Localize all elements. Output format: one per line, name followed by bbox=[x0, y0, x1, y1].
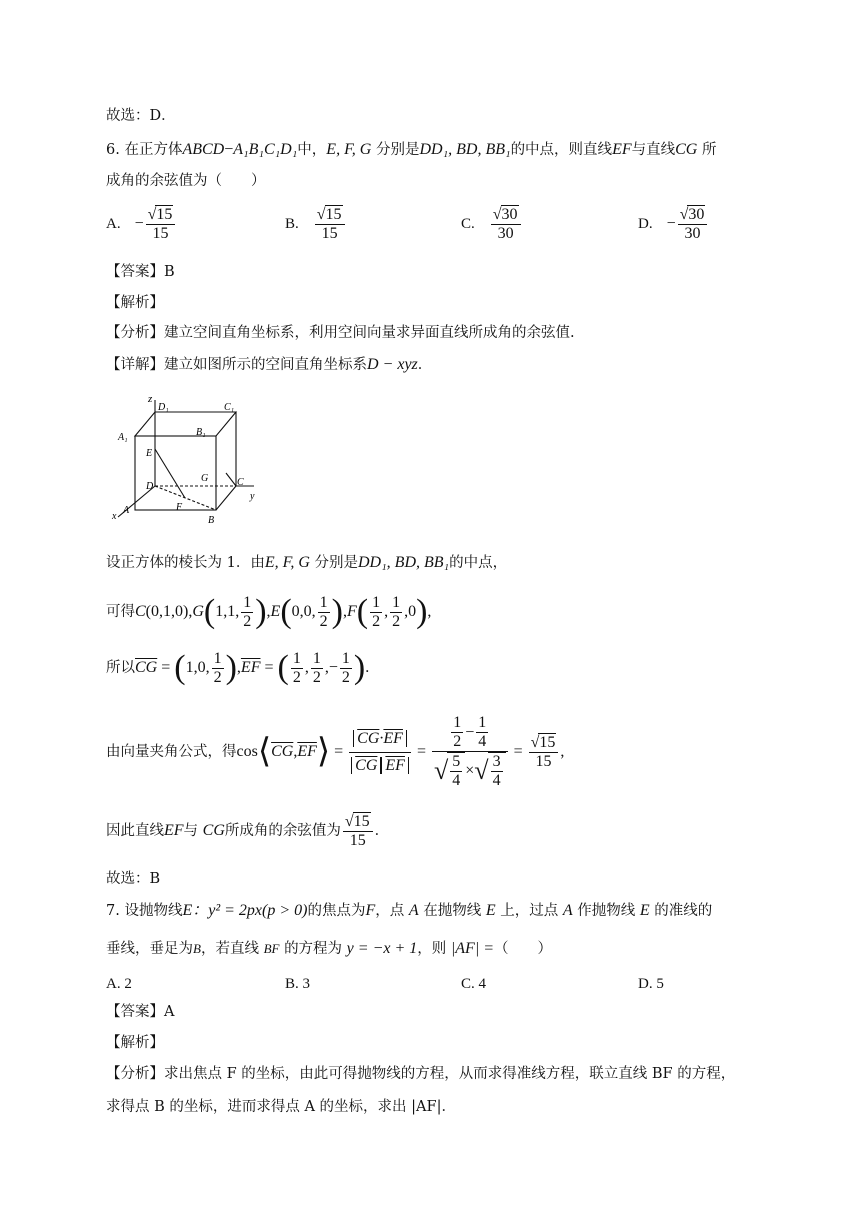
cos-result: $\frac{√15}{15}$ bbox=[529, 733, 559, 771]
q6-text: 与直线 bbox=[631, 142, 676, 158]
q7-text: ，若直线 bbox=[200, 941, 259, 957]
q7-eq: ：y² = 2px(p > 0) bbox=[192, 902, 308, 919]
label-a1: A₁ bbox=[118, 432, 128, 443]
q6-analysis-head: 【解析】 bbox=[106, 295, 164, 311]
eq-g: G bbox=[192, 603, 204, 620]
q7-e: E bbox=[182, 902, 193, 919]
q7-text: 设抛物线 bbox=[124, 903, 183, 919]
q7-a2: A bbox=[562, 902, 573, 919]
q7-bf: BF bbox=[263, 941, 280, 956]
label-a: A bbox=[123, 505, 130, 516]
q7-analysis-l2: 求得点 B 的坐标，进而求得点 A 的坐标，求出 |AF|． bbox=[106, 1099, 456, 1115]
q6-option-c bbox=[461, 205, 523, 243]
q6-line-ef: EF bbox=[612, 141, 632, 158]
q6-step5 bbox=[106, 808, 389, 854]
q6-answer: 【答案】B bbox=[106, 264, 175, 280]
q6-option-den: 30 bbox=[497, 225, 514, 242]
label-b1: B₁ bbox=[196, 427, 206, 438]
eq-c: C bbox=[135, 603, 146, 620]
label-c1: C₁ bbox=[224, 402, 235, 413]
label-e: E bbox=[146, 448, 153, 459]
vec-cg: $\overline{CG}$ bbox=[135, 659, 158, 676]
q7-analysis-head: 【解析】 bbox=[106, 1035, 164, 1051]
q6-option-label: C. bbox=[461, 215, 475, 232]
q6-analysis: 【分析】建立空间直角坐标系，利用空间向量求异面直线所成角的余弦值. bbox=[106, 325, 575, 341]
q7-text: 垂线，垂足为 bbox=[106, 941, 193, 957]
q6-option-d bbox=[638, 205, 709, 243]
cube-top-face bbox=[135, 412, 236, 436]
q6-option-a bbox=[106, 205, 177, 243]
label-f: F bbox=[176, 502, 183, 513]
q7-text: ，点 bbox=[375, 903, 405, 919]
q6-step5-num: 15 bbox=[353, 813, 370, 830]
q6-option-num: 15 bbox=[325, 206, 342, 223]
label-g: G bbox=[201, 473, 209, 484]
eq-f: F bbox=[346, 603, 357, 620]
label-x: x bbox=[112, 511, 117, 522]
frac-half: $\frac{1}{2}$ bbox=[243, 593, 252, 630]
q6-number: 6. bbox=[106, 142, 120, 158]
q6-option-den: 15 bbox=[321, 225, 338, 242]
q7-option-a: A. 2 bbox=[106, 976, 132, 992]
q6-option-b bbox=[285, 205, 347, 243]
q6-step5-den: 15 bbox=[349, 832, 366, 849]
q5-conclusion: 故选：D． bbox=[106, 108, 176, 124]
q7-answer: 【答案】A bbox=[106, 1004, 175, 1020]
q6-conclusion: 故选：B bbox=[106, 871, 161, 887]
q6-option-num: 30 bbox=[688, 206, 705, 223]
segment-ef bbox=[155, 449, 185, 498]
label-d: D bbox=[146, 481, 154, 492]
q6-option-label: A. bbox=[106, 215, 121, 232]
q7-e3: E bbox=[639, 902, 650, 919]
q6-step1 bbox=[106, 553, 507, 573]
q7-option-b: B. 3 bbox=[285, 976, 311, 992]
q6-option-label: D. bbox=[638, 215, 653, 232]
q6-text: 的中点，则直线 bbox=[510, 142, 613, 158]
q6-step5-mid2: 所成角的余弦值为 bbox=[224, 823, 341, 839]
q7-text: ，则 bbox=[417, 941, 447, 957]
cube-figure bbox=[108, 392, 268, 528]
q7-stem-line2 bbox=[106, 939, 552, 959]
q7-text: 的方程为 bbox=[284, 941, 343, 957]
q6-cube2: A₁B₁C₁D₁ bbox=[233, 141, 298, 158]
q6-step2-text: 可得 bbox=[106, 604, 135, 620]
q6-line-cg: CG bbox=[675, 141, 698, 158]
q6-option-frac: $\frac{√15}{15}$ bbox=[315, 205, 345, 243]
q6-option-frac: $\frac{√30}{30}$ bbox=[678, 205, 708, 243]
q6-step3-text: 所以 bbox=[106, 660, 135, 676]
label-y: y bbox=[250, 491, 255, 502]
q6-step1-points: E, F, G bbox=[264, 554, 310, 571]
q7-b: B bbox=[193, 941, 201, 956]
q6-step2: 可得 C (0,1,0), G ( 1,1, $\frac{1}{2}$ ) , E ( 0,0, $\frac{1}{2}$ ) , F ( $\frac{1}{2}$ , $\frac{1}{2}$ ,0 ) , bbox=[106, 593, 432, 630]
q6-step1-mid: 分别是 bbox=[314, 555, 358, 571]
q7-text: 上，过点 bbox=[500, 903, 559, 919]
q6-stem-line1 bbox=[106, 140, 716, 160]
q6-option-frac: $\frac{√15}{15}$ bbox=[146, 205, 176, 243]
q6-stem-line2: 成角的余弦值为（ ） bbox=[106, 173, 266, 189]
q6-segments: DD₁, BD, BB₁ bbox=[419, 141, 511, 158]
q6-option-frac: $\frac{√30}{30}$ bbox=[491, 205, 521, 243]
cos-frac-2: $\frac{1}{2}$ − $\frac{1}{4}$ √ $\frac{5}{4}$ × √ $\frac{3}{4}$ bbox=[432, 714, 508, 790]
q7-option-c: C. 4 bbox=[461, 976, 487, 992]
eq-e: E bbox=[270, 603, 281, 620]
q7-number: 7. bbox=[106, 903, 120, 919]
q6-step4-text: 由向量夹角公式，得 bbox=[106, 744, 237, 760]
q6-step5-text: 因此直线 bbox=[106, 823, 164, 839]
q6-cube: ABCD bbox=[182, 141, 225, 158]
q7-text: 作抛物线 bbox=[577, 903, 636, 919]
q7-text: 在抛物线 bbox=[423, 903, 482, 919]
edge-bc bbox=[216, 486, 236, 510]
q7-stem-line1 bbox=[106, 901, 712, 921]
q6-detail-coord: D − xyz bbox=[367, 356, 418, 373]
label-z: z bbox=[148, 393, 153, 405]
q6-option-num: 15 bbox=[156, 206, 173, 223]
q6-step4: 由向量夹角公式，得 cos ⟨ $\overline{CG}$ , $\overline{EF}$ ⟩ = $\frac{\overline{CG}\cdot\overline{EF}}{\overline{CG} \overline{EF}}$ = $\frac{1}{2}$ − $\frac{1}{4}$ √ $\frac{5}{4}$ × √ $\frac{3}{4}$ = $\frac{√15}{15}$ , bbox=[106, 714, 565, 789]
q6-option-sign: − bbox=[666, 215, 676, 232]
q6-option-num: 30 bbox=[501, 206, 518, 223]
q6-dash: − bbox=[224, 141, 234, 158]
q6-step1-text: 设正方体的棱长为 1．由 bbox=[106, 555, 265, 571]
q6-option-den: 30 bbox=[684, 225, 701, 242]
q6-step1-end: 的中点， bbox=[449, 555, 508, 571]
q7-text: 的焦点为 bbox=[307, 903, 366, 919]
q6-text: 在正方体 bbox=[124, 142, 183, 158]
q6-step5-cg: CG bbox=[202, 822, 225, 839]
q6-option-label: B. bbox=[285, 215, 299, 232]
q7-option-d: D. 5 bbox=[638, 976, 664, 992]
q7-line-eq: y = −x + 1 bbox=[346, 940, 418, 957]
cos-frac-1: $\frac{\overline{CG}\cdot\overline{EF}}{\overline{CG} \overline{EF}}$ bbox=[349, 726, 411, 779]
q6-step5-frac: $\frac{√15}{15}$ bbox=[343, 812, 373, 850]
q6-text: 所 bbox=[701, 142, 717, 158]
segment-cg bbox=[226, 473, 236, 486]
q7-text: 的准线的 bbox=[654, 903, 713, 919]
q7-af: |AF| = bbox=[450, 940, 495, 957]
q6-points: E, F, G bbox=[326, 141, 372, 158]
q7-a: A bbox=[408, 902, 419, 919]
q6-step5-ef: EF bbox=[164, 822, 184, 839]
label-b: B bbox=[208, 515, 215, 526]
q6-text: 分别是 bbox=[375, 142, 420, 158]
vec-ef: $\overline{EF}$ bbox=[240, 659, 261, 676]
q6-step3: 所以 $\overline{CG}$ = ( 1,0, $\frac{1}{2}$ ) , $\overline{EF}$ = ( $\frac{1}{2}$ , $\frac{1}{2}$ ,− $\frac{1}{2}$ ) . bbox=[106, 649, 370, 686]
q6-step5-end: ． bbox=[374, 823, 390, 839]
q7-f: F bbox=[365, 902, 376, 919]
q6-text: 中， bbox=[297, 142, 327, 158]
q6-detail-end: ． bbox=[417, 357, 433, 373]
q6-detail bbox=[106, 355, 432, 375]
q6-step5-mid: 与 bbox=[183, 823, 199, 839]
q7-e2: E bbox=[485, 902, 496, 919]
q7-analysis-l1: 【分析】求出焦点 F 的坐标，由此可得抛物线的方程，从而求得准线方程，联立直线 BF 的方程， bbox=[106, 1066, 736, 1082]
q6-detail-text: 【详解】建立如图所示的空间直角坐标系 bbox=[106, 357, 367, 373]
q6-step1-segs: DD₁, BD, BB₁ bbox=[358, 554, 450, 571]
q7-text: （ ） bbox=[494, 941, 553, 957]
q6-option-sign: − bbox=[134, 215, 144, 232]
diag-db bbox=[155, 486, 216, 510]
label-c: C bbox=[237, 477, 244, 488]
q6-option-den: 15 bbox=[152, 225, 169, 242]
label-d1: D₁ bbox=[158, 402, 169, 413]
